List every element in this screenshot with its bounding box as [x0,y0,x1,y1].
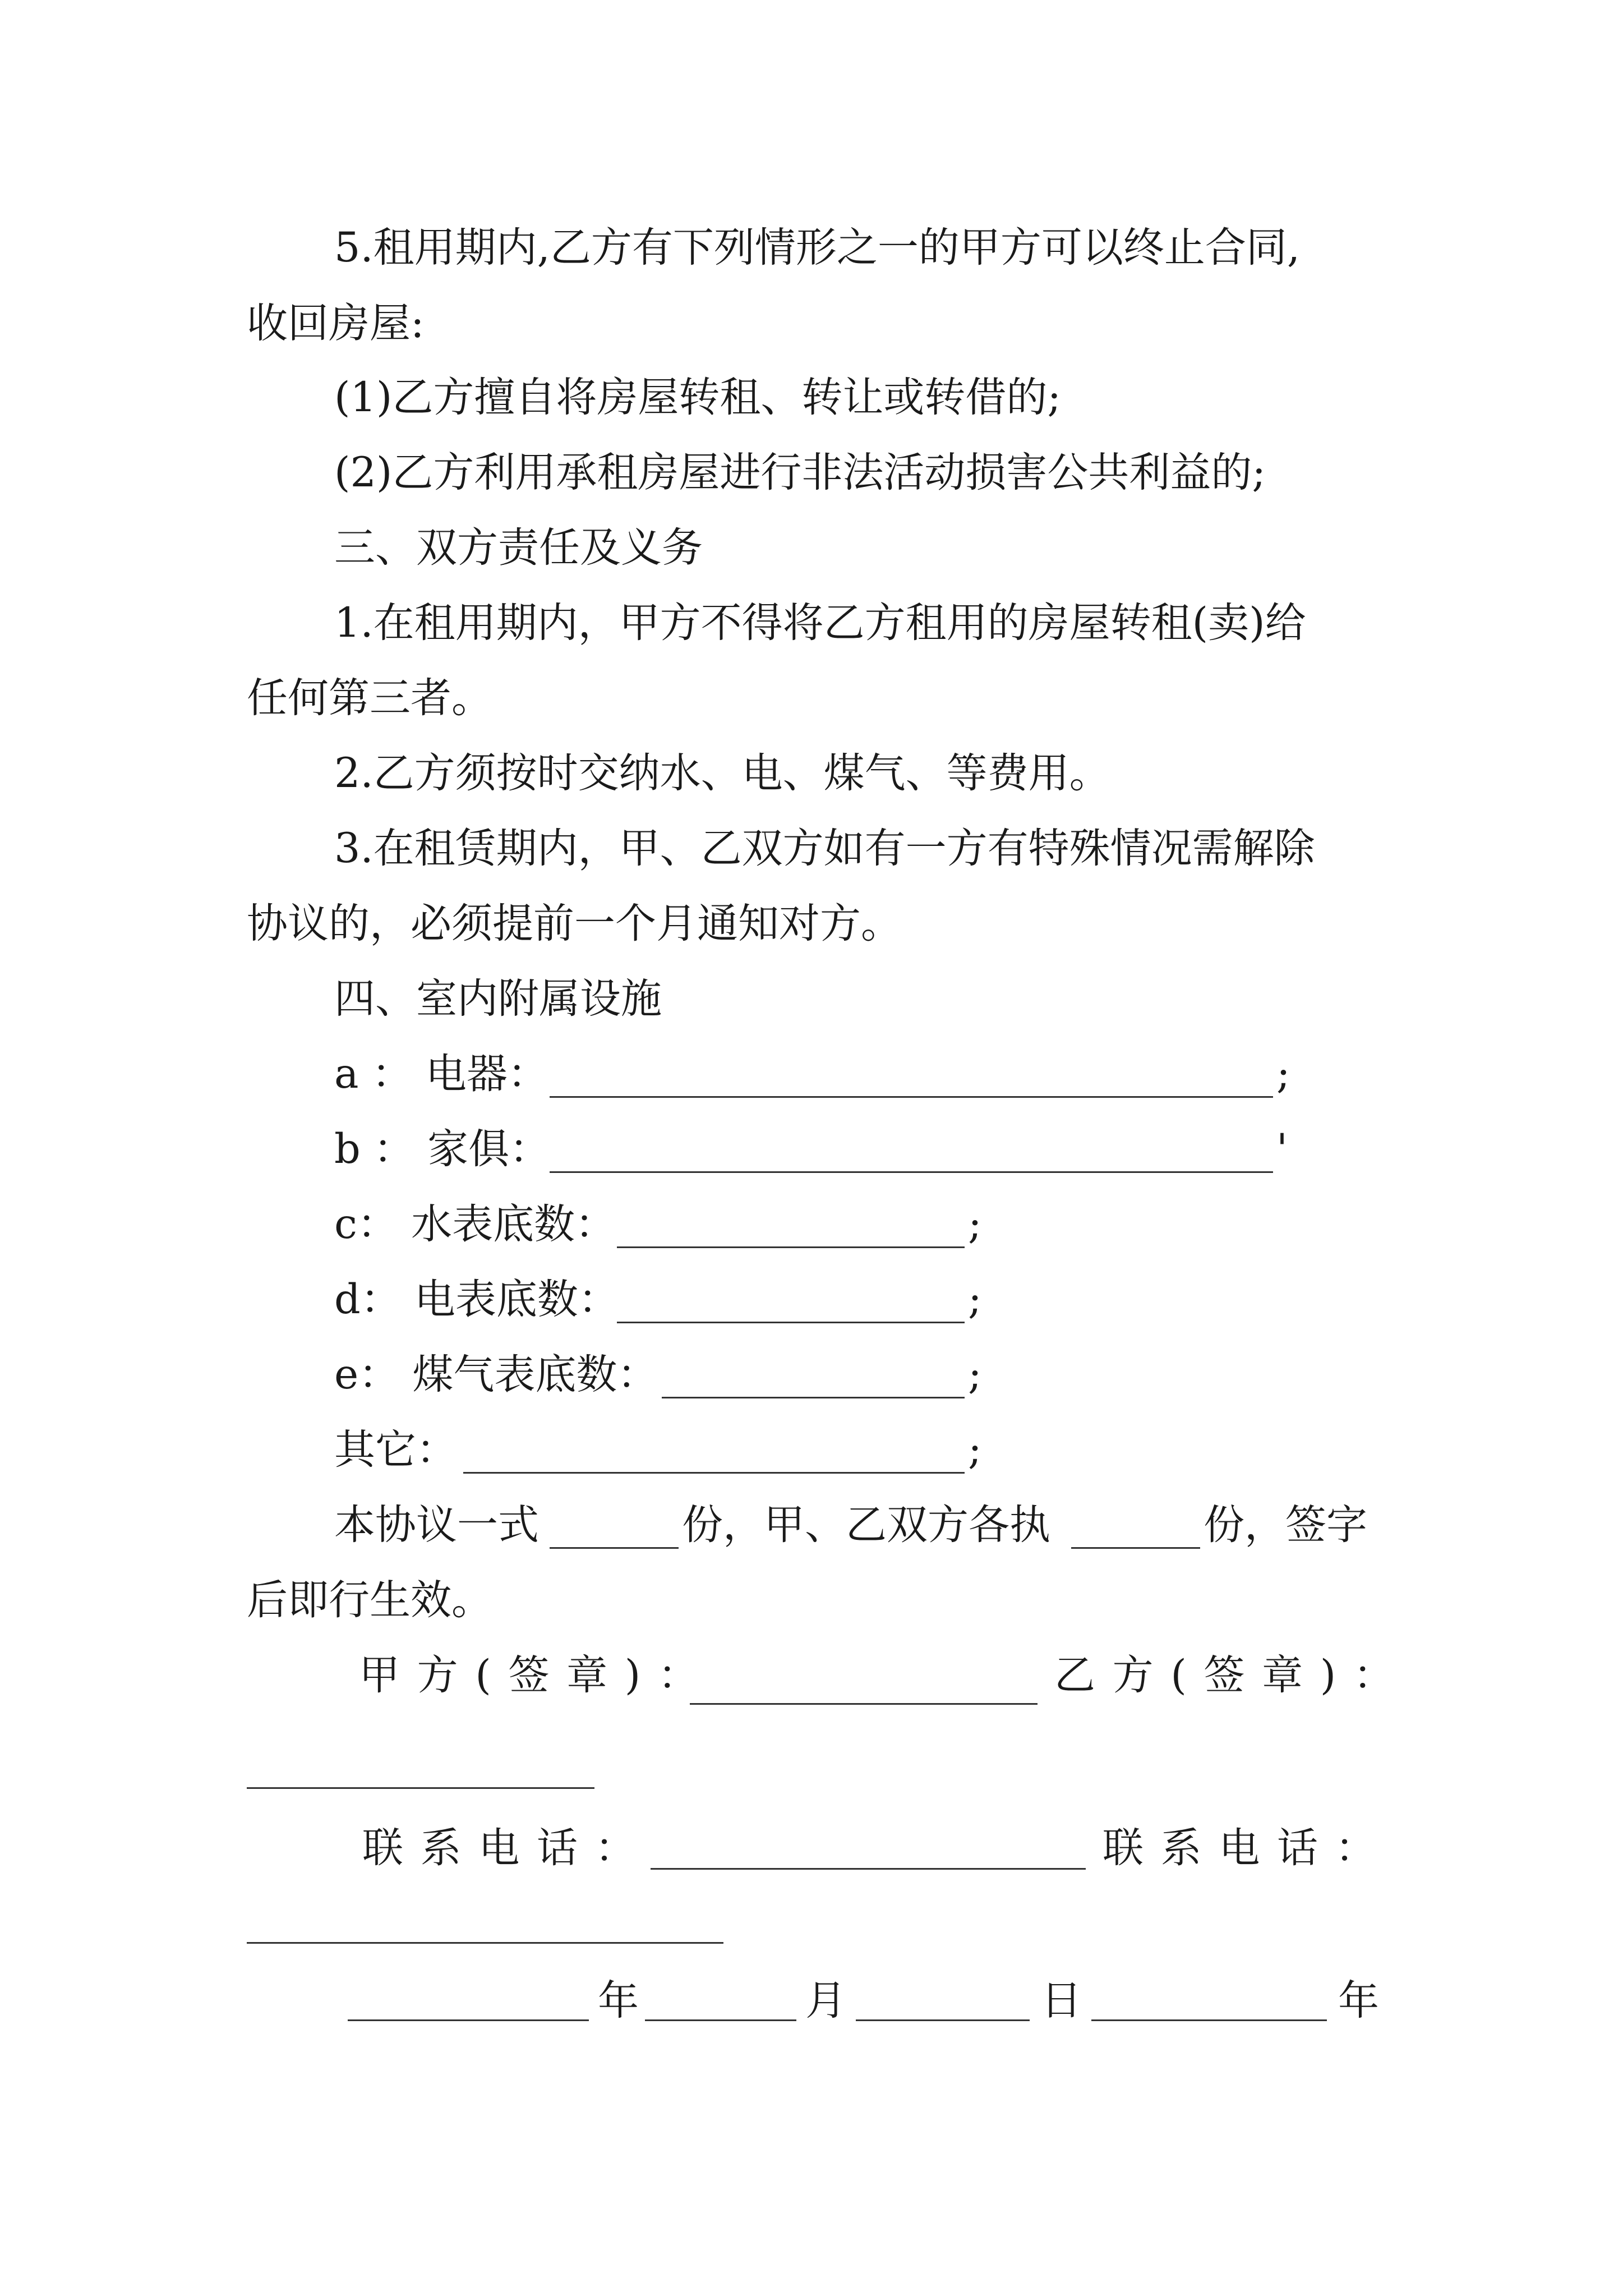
water-meter-label: c： 水表底数： [334,1200,616,1248]
phone-b-blank[interactable] [247,1942,723,1944]
day-label: 日 [1041,1977,1082,2024]
year2-label: 年 [1338,1977,1379,2024]
party-b-sign-label: 乙方(签章)： [1054,1651,1412,1699]
furniture-label: b ： 家俱： [334,1125,551,1173]
copies-part1: 本协议一式 [334,1501,539,1549]
water-meter-end: ; [968,1200,982,1248]
appliances-blank[interactable] [550,1096,1273,1098]
water-meter-blank[interactable] [617,1246,965,1248]
year-blank[interactable] [348,2019,589,2021]
appliances-end: ; [1276,1050,1290,1098]
gas-meter-blank[interactable] [662,1397,965,1398]
copies-part2: 份，甲、乙双方各执 [682,1501,1050,1549]
other-end: ; [968,1426,982,1474]
appliances-label: a ： 电器： [334,1050,548,1098]
phone-a-blank[interactable] [651,1868,1086,1870]
other-label: 其它： [334,1426,457,1474]
gas-meter-end: ; [968,1351,982,1398]
copies-part3: 份，签字 [1204,1501,1367,1549]
year-label: 年 [598,1977,639,2024]
furniture-end: ' [1276,1125,1288,1173]
month-blank[interactable] [645,2019,796,2021]
electric-meter-end: ; [968,1276,982,1323]
clause5-item1: (1)乙方擅自将房屋转租、转让或转借的; [334,374,1061,421]
copies-total-blank[interactable] [550,1547,679,1549]
clause5-line2: 收回房屋: [247,300,425,347]
clause5-item2: (2)乙方利用承租房屋进行非法活动损害公共利益的; [334,449,1266,496]
copies-line2: 后即行生效。 [247,1576,492,1624]
section4-heading: 四、室内附属设施 [334,975,662,1023]
electric-meter-blank[interactable] [617,1322,965,1323]
section3-item3-line1: 3.在租赁期内，甲、乙双方如有一方有特殊情况需解除 [334,825,1315,872]
section3-item1-line1: 1.在租用期内，甲方不得将乙方租用的房屋转租(卖)给 [334,599,1306,647]
month-label: 月 [805,1977,846,2024]
gas-meter-label: e： 煤气表底数： [334,1351,658,1398]
day-blank[interactable] [856,2019,1030,2021]
clause5-line1: 5.租用期内,乙方有下列情形之一的甲方可以终止合同, [334,224,1301,272]
party-b-sign-blank[interactable] [247,1787,594,1789]
party-a-sign-blank[interactable] [690,1703,1038,1705]
phone-a-label: 联系电话： [362,1824,653,1872]
copies-each-blank[interactable] [1071,1547,1200,1549]
section3-heading: 三、双方责任及义务 [334,524,703,572]
section3-item2: 2.乙方须按时交纳水、电、煤气、等费用。 [334,749,1110,797]
other-blank[interactable] [463,1472,965,1474]
section3-item1-line2: 任何第三者。 [247,674,492,722]
section3-item3-line2: 协议的，必须提前一个月通知对方。 [247,900,902,947]
year2-blank[interactable] [1091,2019,1327,2021]
party-a-sign-label: 甲方(签章)： [359,1651,716,1699]
furniture-blank[interactable] [550,1171,1273,1173]
electric-meter-label: d： 电表底数： [334,1276,619,1323]
phone-b-label: 联系电话： [1103,1824,1394,1872]
